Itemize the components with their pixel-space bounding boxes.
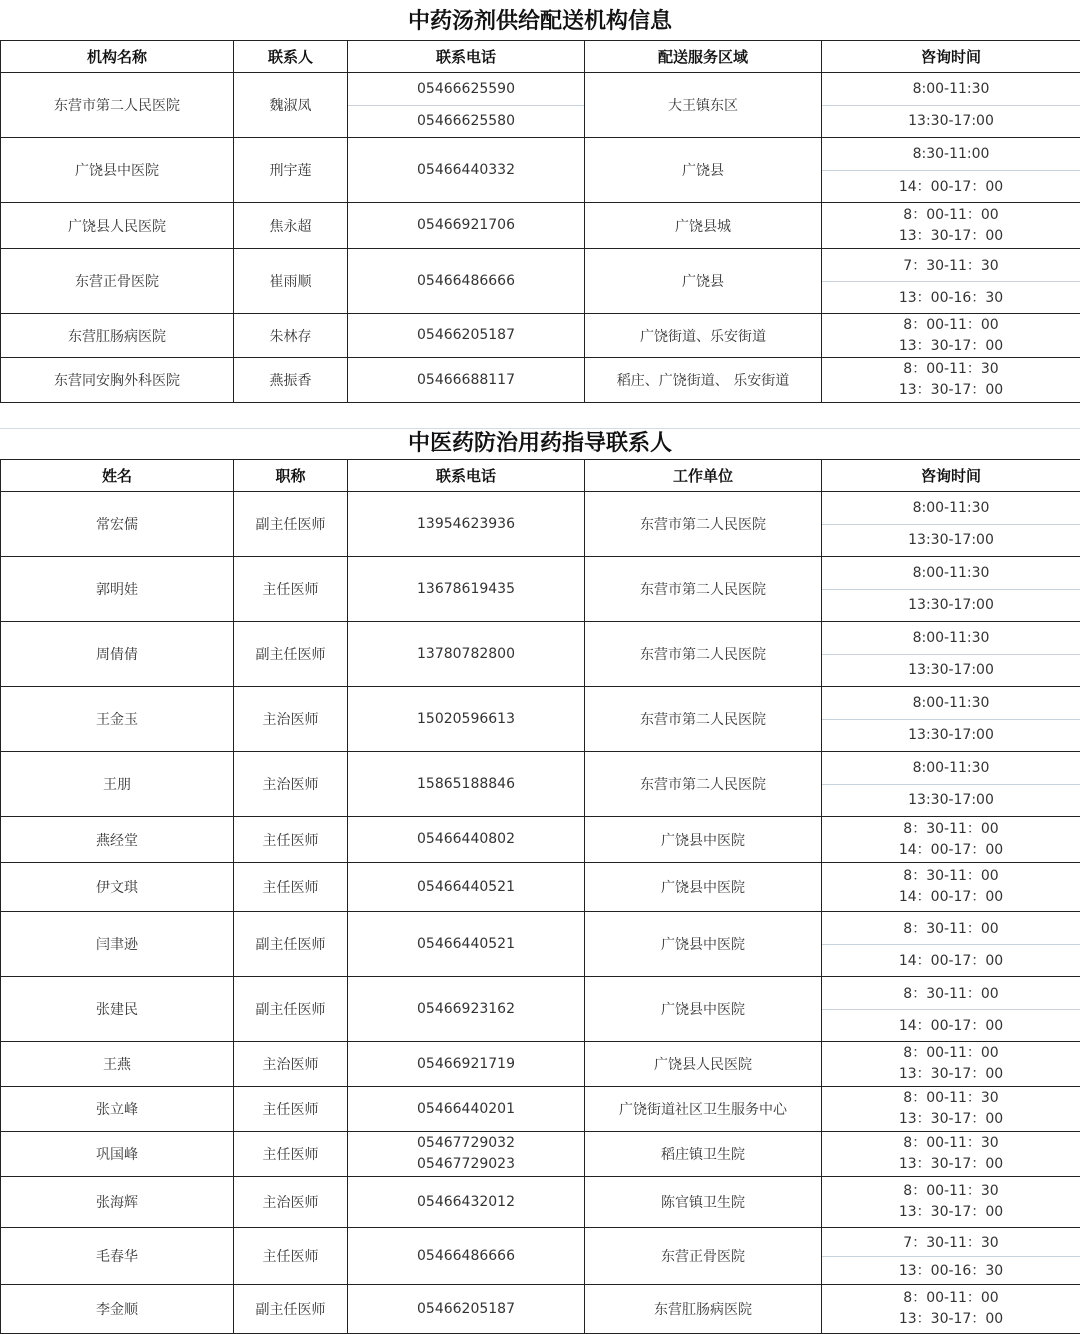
consult-time: 8：30-11：00 xyxy=(822,977,1080,1009)
work-unit: 东营市第二人民医院 xyxy=(585,752,822,817)
institution-table xyxy=(0,40,1080,403)
phone-cell xyxy=(348,249,585,314)
phone-number: 13678619435 xyxy=(348,579,584,600)
phone-number: 05466432012 xyxy=(348,1192,584,1213)
contact-person: 朱林存 xyxy=(234,314,348,358)
phone-number: 05466921719 xyxy=(348,1054,584,1075)
consult-time: 14：00-17：00 xyxy=(822,1009,1080,1042)
table-row xyxy=(1,557,1080,622)
person-name: 王燕 xyxy=(1,1042,234,1087)
section1-title: 中药汤剂供给配送机构信息 xyxy=(0,6,1080,38)
phone-cell xyxy=(348,863,585,912)
consult-time-cell xyxy=(822,817,1080,863)
work-unit: 广饶县人民医院 xyxy=(585,1042,822,1087)
phone-cell xyxy=(348,1132,585,1177)
job-title: 副主任医师 xyxy=(234,977,348,1042)
phone-cell xyxy=(348,622,585,687)
work-unit: 东营市第二人民医院 xyxy=(585,687,822,752)
phone-cell xyxy=(348,492,585,557)
consult-time: 13：30-17：00 xyxy=(822,1064,1080,1085)
work-unit: 广饶县中医院 xyxy=(585,912,822,977)
institution-name: 广饶县中医院 xyxy=(1,138,234,203)
job-title: 副主任医师 xyxy=(234,1285,348,1334)
table-row xyxy=(1,863,1080,912)
phone-cell xyxy=(348,977,585,1042)
consult-time-cell xyxy=(822,557,1080,622)
phone-cell xyxy=(348,912,585,977)
phone-number: 05466923162 xyxy=(348,999,584,1020)
consult-time: 13：30-17：00 xyxy=(822,336,1080,357)
consult-time: 13：00-16：30 xyxy=(822,1256,1080,1285)
table-row xyxy=(1,249,1080,314)
institution-name: 东营同安胸外科医院 xyxy=(1,358,234,403)
phone-number: 05466625590 xyxy=(348,73,584,105)
phone-number: 05466205187 xyxy=(348,1299,584,1320)
job-title: 主治医师 xyxy=(234,687,348,752)
consult-time: 8：30-11：00 xyxy=(822,866,1080,887)
consult-time-cell xyxy=(822,492,1080,557)
person-name: 周倩倩 xyxy=(1,622,234,687)
consult-time: 8:00-11:30 xyxy=(822,622,1080,654)
consult-time-cell xyxy=(822,73,1080,138)
work-unit: 广饶县中医院 xyxy=(585,977,822,1042)
job-title: 主治医师 xyxy=(234,1042,348,1087)
consult-time: 14：00-17：00 xyxy=(822,170,1080,203)
consult-time-cell xyxy=(822,1285,1080,1334)
person-name: 常宏儒 xyxy=(1,492,234,557)
contact-person: 刑宇莲 xyxy=(234,138,348,203)
table-row xyxy=(1,1087,1080,1132)
consult-time: 13:30-17:00 xyxy=(822,524,1080,557)
service-area: 稻庄、广饶街道、 乐安街道 xyxy=(585,358,822,403)
consult-time: 8：00-11：00 xyxy=(822,1288,1080,1309)
phone-number: 05467729023 xyxy=(348,1154,584,1175)
table-row xyxy=(1,912,1080,977)
consult-time: 13：30-17：00 xyxy=(822,1109,1080,1130)
service-area: 广饶街道、乐安街道 xyxy=(585,314,822,358)
phone-number: 05466440521 xyxy=(348,934,584,955)
consult-time: 13:30-17:00 xyxy=(822,589,1080,622)
column-header: 咨询时间 xyxy=(822,41,1080,73)
consult-time: 8:00-11:30 xyxy=(822,492,1080,524)
phone-cell xyxy=(348,138,585,203)
table-header-row xyxy=(1,460,1080,492)
person-name: 李金顺 xyxy=(1,1285,234,1334)
phone-number: 05466205187 xyxy=(348,325,584,346)
column-header: 配送服务区域 xyxy=(585,41,822,73)
job-title: 主治医师 xyxy=(234,1177,348,1228)
consult-time-cell xyxy=(822,1228,1080,1285)
consult-time-cell xyxy=(822,863,1080,912)
consult-time: 8：00-11：00 xyxy=(822,205,1080,226)
consult-time-cell xyxy=(822,314,1080,358)
job-title: 主任医师 xyxy=(234,1087,348,1132)
institution-name: 东营肛肠病医院 xyxy=(1,314,234,358)
phone-cell xyxy=(348,1285,585,1334)
phone-number: 05466688117 xyxy=(348,370,584,391)
institution-name: 东营市第二人民医院 xyxy=(1,73,234,138)
consult-time: 13：30-17：00 xyxy=(822,1154,1080,1175)
guidance-contact-table xyxy=(0,459,1080,1334)
consult-time-cell xyxy=(822,912,1080,977)
column-header: 联系电话 xyxy=(348,460,585,492)
job-title: 副主任医师 xyxy=(234,912,348,977)
person-name: 张建民 xyxy=(1,977,234,1042)
consult-time: 8:30-11:00 xyxy=(822,138,1080,170)
consult-time: 14：00-17：00 xyxy=(822,887,1080,908)
person-name: 燕经堂 xyxy=(1,817,234,863)
consult-time-cell xyxy=(822,1087,1080,1132)
consult-time: 13：30-17：00 xyxy=(822,380,1080,401)
consult-time: 8:00-11:30 xyxy=(822,752,1080,784)
consult-time-cell xyxy=(822,1042,1080,1087)
phone-cell xyxy=(348,358,585,403)
phone-number: 13780782800 xyxy=(348,644,584,665)
institution-name: 广饶县人民医院 xyxy=(1,203,234,249)
phone-number: 05467729032 xyxy=(348,1133,584,1154)
column-header: 姓名 xyxy=(1,460,234,492)
phone-number: 05466921706 xyxy=(348,215,584,236)
person-name: 毛春华 xyxy=(1,1228,234,1285)
consult-time: 13:30-17:00 xyxy=(822,719,1080,752)
person-name: 郭明娃 xyxy=(1,557,234,622)
consult-time: 13：00-16：30 xyxy=(822,281,1080,314)
phone-cell xyxy=(348,687,585,752)
person-name: 伊文琪 xyxy=(1,863,234,912)
contact-person: 焦永超 xyxy=(234,203,348,249)
phone-cell xyxy=(348,817,585,863)
table-header-row xyxy=(1,41,1080,73)
section2-title: 中医药防治用药指导联系人 xyxy=(0,429,1080,459)
table-row xyxy=(1,73,1080,138)
table-row xyxy=(1,492,1080,557)
phone-cell xyxy=(348,1042,585,1087)
service-area: 广饶县 xyxy=(585,249,822,314)
service-area: 广饶县 xyxy=(585,138,822,203)
contact-person: 魏淑凤 xyxy=(234,73,348,138)
job-title: 主任医师 xyxy=(234,863,348,912)
phone-cell xyxy=(348,203,585,249)
consult-time: 13:30-17:00 xyxy=(822,105,1080,138)
consult-time: 8:00-11:30 xyxy=(822,557,1080,589)
consult-time-cell xyxy=(822,249,1080,314)
consult-time: 8：00-11：30 xyxy=(822,1088,1080,1109)
table-row xyxy=(1,1177,1080,1228)
consult-time: 8：00-11：00 xyxy=(822,1043,1080,1064)
phone-cell xyxy=(348,1228,585,1285)
contact-person: 崔雨顺 xyxy=(234,249,348,314)
phone-number: 05466625580 xyxy=(348,105,584,138)
table-row xyxy=(1,1132,1080,1177)
phone-number: 15865188846 xyxy=(348,774,584,795)
phone-cell xyxy=(348,557,585,622)
consult-time: 8：30-11：00 xyxy=(822,819,1080,840)
table-row xyxy=(1,1228,1080,1285)
column-header: 机构名称 xyxy=(1,41,234,73)
table-row xyxy=(1,752,1080,817)
phone-number: 05466440521 xyxy=(348,877,584,898)
job-title: 主治医师 xyxy=(234,752,348,817)
phone-cell xyxy=(348,1087,585,1132)
phone-number: 05466486666 xyxy=(348,1246,584,1267)
person-name: 王金玉 xyxy=(1,687,234,752)
work-unit: 东营市第二人民医院 xyxy=(585,557,822,622)
person-name: 王朋 xyxy=(1,752,234,817)
table-row xyxy=(1,1285,1080,1334)
phone-number: 05466440201 xyxy=(348,1099,584,1120)
consult-time: 14：00-17：00 xyxy=(822,840,1080,861)
consult-time: 7：30-11：30 xyxy=(822,1228,1080,1256)
phone-cell xyxy=(348,73,585,138)
work-unit: 广饶县中医院 xyxy=(585,817,822,863)
job-title: 主任医师 xyxy=(234,1132,348,1177)
consult-time: 8：00-11：00 xyxy=(822,315,1080,336)
consult-time-cell xyxy=(822,622,1080,687)
job-title: 主任医师 xyxy=(234,557,348,622)
table-row xyxy=(1,1042,1080,1087)
work-unit: 东营市第二人民医院 xyxy=(585,492,822,557)
table-row xyxy=(1,138,1080,203)
consult-time-cell xyxy=(822,977,1080,1042)
service-area: 大王镇东区 xyxy=(585,73,822,138)
table-row xyxy=(1,687,1080,752)
consult-time: 8：00-11：30 xyxy=(822,1181,1080,1202)
phone-number: 05466440802 xyxy=(348,829,584,850)
service-area: 广饶县城 xyxy=(585,203,822,249)
consult-time: 13：30-17：00 xyxy=(822,1202,1080,1223)
person-name: 张海辉 xyxy=(1,1177,234,1228)
consult-time: 13：30-17：00 xyxy=(822,226,1080,247)
work-unit: 陈官镇卫生院 xyxy=(585,1177,822,1228)
consult-time-cell xyxy=(822,138,1080,203)
institution-name: 东营正骨医院 xyxy=(1,249,234,314)
consult-time: 8：00-11：30 xyxy=(822,359,1080,380)
consult-time: 7：30-11：30 xyxy=(822,249,1080,281)
table-row xyxy=(1,203,1080,249)
column-header: 职称 xyxy=(234,460,348,492)
consult-time: 14：00-17：00 xyxy=(822,944,1080,977)
phone-number: 13954623936 xyxy=(348,514,584,535)
consult-time-cell xyxy=(822,1132,1080,1177)
consult-time-cell xyxy=(822,203,1080,249)
phone-cell xyxy=(348,752,585,817)
person-name: 闫聿逊 xyxy=(1,912,234,977)
consult-time: 13:30-17:00 xyxy=(822,784,1080,817)
phone-number: 05466486666 xyxy=(348,271,584,292)
consult-time: 13:30-17:00 xyxy=(822,654,1080,687)
table-row xyxy=(1,817,1080,863)
job-title: 主任医师 xyxy=(234,817,348,863)
contact-person: 燕振香 xyxy=(234,358,348,403)
job-title: 副主任医师 xyxy=(234,492,348,557)
consult-time-cell xyxy=(822,1177,1080,1228)
phone-cell xyxy=(348,1177,585,1228)
person-name: 巩国峰 xyxy=(1,1132,234,1177)
consult-time: 8:00-11:30 xyxy=(822,73,1080,105)
job-title: 副主任医师 xyxy=(234,622,348,687)
column-header: 联系人 xyxy=(234,41,348,73)
person-name: 张立峰 xyxy=(1,1087,234,1132)
table-row xyxy=(1,977,1080,1042)
column-header: 工作单位 xyxy=(585,460,822,492)
consult-time: 8：00-11：30 xyxy=(822,1133,1080,1154)
work-unit: 东营肛肠病医院 xyxy=(585,1285,822,1334)
phone-number: 05466440332 xyxy=(348,160,584,181)
job-title: 主任医师 xyxy=(234,1228,348,1285)
work-unit: 广饶县中医院 xyxy=(585,863,822,912)
phone-cell xyxy=(348,314,585,358)
table-row xyxy=(1,622,1080,687)
table-row xyxy=(1,358,1080,403)
table-row xyxy=(1,314,1080,358)
consult-time-cell xyxy=(822,752,1080,817)
phone-number: 15020596613 xyxy=(348,709,584,730)
consult-time-cell xyxy=(822,358,1080,403)
consult-time-cell xyxy=(822,687,1080,752)
consult-time: 8:00-11:30 xyxy=(822,687,1080,719)
consult-time: 13：30-17：00 xyxy=(822,1309,1080,1330)
consult-time: 8：30-11：00 xyxy=(822,912,1080,944)
column-header: 联系电话 xyxy=(348,41,585,73)
work-unit: 东营市第二人民医院 xyxy=(585,622,822,687)
work-unit: 广饶街道社区卫生服务中心 xyxy=(585,1087,822,1132)
work-unit: 东营正骨医院 xyxy=(585,1228,822,1285)
work-unit: 稻庄镇卫生院 xyxy=(585,1132,822,1177)
column-header: 咨询时间 xyxy=(822,460,1080,492)
